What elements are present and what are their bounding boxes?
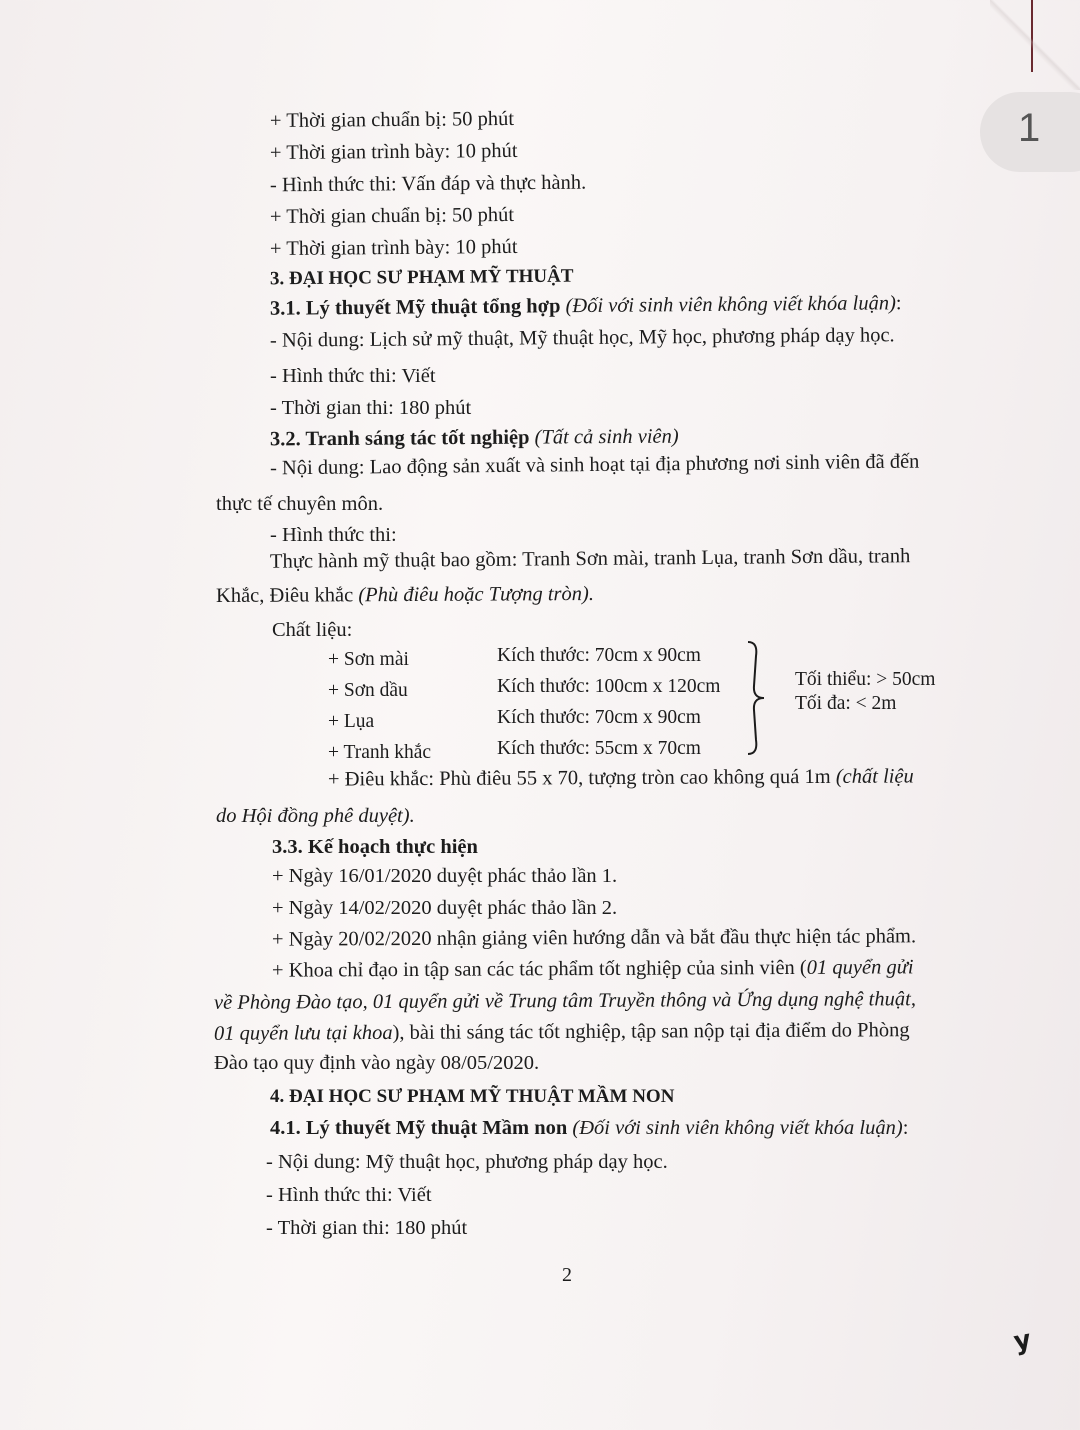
line-prep-time-2: + Thời gian chuẩn bị: 50 phút (269, 203, 515, 229)
section-3-1-note: (Đối với sinh viên không viết khóa luận) (565, 292, 896, 318)
line-plan-4-cont-3: Đào tạo quy định vào ngày 08/05/2020. (214, 1052, 540, 1074)
line-content-3-2-cont: thực tế chuyên môn. (216, 493, 384, 515)
line-plan-3: + Ngày 20/02/2020 nhận giảng viên hướng dẫn và bắt đầu thực hiện tác phẩm. (271, 925, 917, 951)
line-form-3-2: - Hình thức thi: (270, 524, 397, 546)
line-materials-label: Chất liệu: (272, 619, 353, 641)
corner-fold (990, 0, 1080, 90)
section-3-1-heading (270, 293, 902, 319)
plan-4-cont-note: 01 quyển lưu tại khoa (213, 1021, 393, 1045)
line-content-3-1: - Nội dung: Lịch sử mỹ thuật, Mỹ thuật học, Mỹ học, phương pháp dạy học. (269, 324, 895, 352)
curly-brace (742, 640, 772, 756)
section-4-1-note: (Đối với sinh viên không viết khóa luận) (572, 1117, 903, 1139)
material-name-engraving: + Tranh khắc (328, 742, 432, 763)
corner-mark: y (1011, 1324, 1034, 1358)
material-size-lacquer: Kích thước: 70cm x 90cm (497, 645, 701, 666)
line-sculpture (328, 766, 914, 790)
line-present-time-2: + Thời gian trình bày: 10 phút (269, 235, 518, 261)
plan-4-cont-text: ), bài thi sáng tác tốt nghiệp, tập san nộp tại địa điểm do Phòng (392, 1019, 910, 1044)
section-3-3-heading: 3.3. Kế hoạch thực hiện (272, 836, 478, 858)
material-size-engraving: Kích thước: 55cm x 70cm (497, 738, 701, 759)
material-name-lacquer: + Sơn mài (328, 649, 409, 670)
section-4-heading: 4. ĐẠI HỌC SƯ PHẠM MỸ THUẬT MẦM NON (270, 1086, 675, 1107)
size-minimum: Tối thiểu: > 50cm (795, 669, 936, 690)
material-size-silk: Kích thước: 70cm x 90cm (497, 707, 701, 728)
section-3-2-note: (Tất cả sinh viên) (534, 425, 679, 449)
line-plan-4-cont-2 (214, 1020, 910, 1044)
practice-cont-text: Khắc, Điêu khắc (215, 584, 359, 607)
line-exam-form-oral: - Hình thức thi: Vấn đáp và thực hành. (269, 171, 587, 197)
section-3-2-heading (270, 427, 679, 450)
line-practice-list-cont (216, 584, 594, 606)
section-3-2-title: 3.2. Tranh sáng tác tốt nghiệp (269, 426, 530, 451)
material-name-oil: + Sơn dầu (328, 680, 408, 701)
page-number: 2 (562, 1264, 572, 1286)
line-practice-list: Thực hành mỹ thuật bao gồm: Tranh Sơn mài, tranh Lụa, tranh Sơn dầu, tranh (269, 545, 911, 573)
plan-4-note: 01 quyển gửi (806, 956, 914, 979)
page-indicator-number: 1 (1018, 106, 1041, 150)
material-name-silk: + Lụa (328, 711, 375, 732)
page-indicator-tab[interactable] (980, 92, 1080, 172)
line-plan-1: + Ngày 16/01/2020 duyệt phác thảo lần 1. (272, 865, 618, 887)
section-4-1-title: 4.1. Lý thuyết Mỹ thuật Mầm non (270, 1117, 568, 1139)
line-form-3-1: - Hình thức thi: Viết (270, 365, 436, 387)
line-time-4-1: - Thời gian thi: 180 phút (266, 1217, 468, 1239)
line-prep-time-1: + Thời gian chuẩn bị: 50 phút (269, 107, 515, 133)
line-time-3-1: - Thời gian thi: 180 phút (270, 397, 472, 419)
section-3-1-title: 3.1. Lý thuyết Mỹ thuật tổng hợp (269, 295, 561, 320)
line-sculpture-cont: do Hội đồng phê duyệt). (216, 805, 415, 827)
sculpture-text: + Điêu khắc: Phù điêu 55 x 70, tượng tròn cao không quá 1m (327, 765, 836, 791)
line-present-time-1: + Thời gian trình bày: 10 phút (269, 139, 518, 165)
plan-4-text: + Khoa chỉ đạo in tập san các tác phẩm tốt nghiệp của sinh viên ( (271, 956, 807, 982)
section-3-1-colon: : (895, 292, 902, 315)
line-form-4-1: - Hình thức thi: Viết (266, 1184, 432, 1206)
line-plan-4 (272, 957, 914, 981)
size-maximum: Tối đa: < 2m (795, 693, 897, 714)
line-content-3-2: - Nội dung: Lao động sản xuất và sinh hoạt tại địa phương nơi sinh viên đã đến (269, 450, 920, 480)
section-3-heading: 3. ĐẠI HỌC SƯ PHẠM MỸ THUẬT (269, 265, 574, 290)
section-4-1-colon: : (902, 1117, 909, 1139)
line-content-4-1: - Nội dung: Mỹ thuật học, phương pháp dạy học. (266, 1151, 668, 1173)
sculpture-note: (chất liệu (835, 765, 914, 788)
line-plan-2: + Ngày 14/02/2020 duyệt phác thảo lần 2. (272, 897, 618, 919)
line-plan-4-cont-1: về Phòng Đào tạo, 01 quyển gửi về Trung tâm Truyền thông và Ứng dụng nghệ thuật, (213, 988, 916, 1014)
section-4-1-heading (270, 1118, 908, 1139)
practice-cont-note: (Phù điêu hoặc Tượng tròn). (358, 583, 595, 607)
material-size-oil: Kích thước: 100cm x 120cm (497, 676, 721, 697)
